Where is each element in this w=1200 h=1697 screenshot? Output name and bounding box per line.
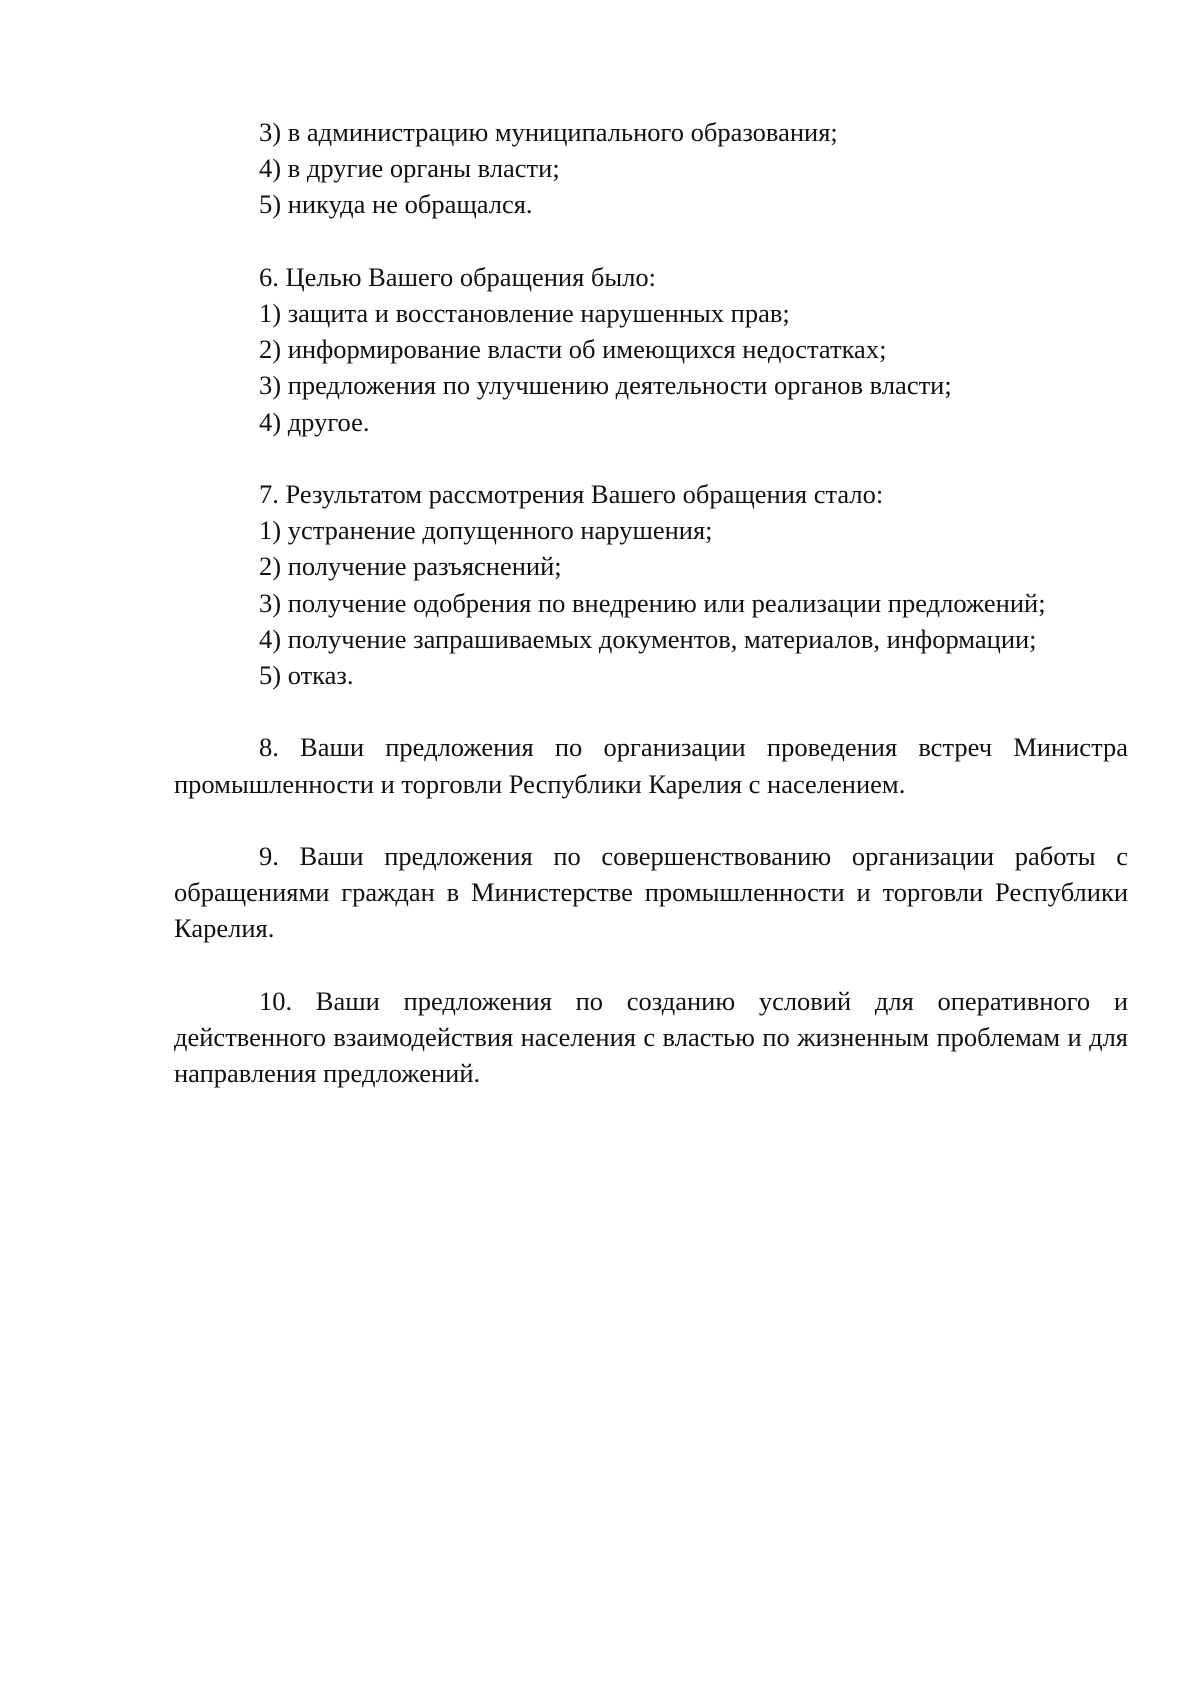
spacer — [174, 802, 1128, 838]
option-item: 5) никуда не обращался. — [259, 189, 533, 220]
spacer — [174, 223, 1128, 259]
spacer — [174, 693, 1128, 729]
option-item: 4) в другие органы власти; — [259, 153, 560, 184]
option-item: 1) устранение допущенного нарушения; — [259, 515, 713, 546]
spacer — [174, 947, 1128, 983]
option-item: 5) отказ. — [259, 660, 354, 691]
option-item: 3) в администрацию муниципального образования; — [259, 117, 838, 147]
question-text: 6. Целью Вашего обращения было: — [259, 261, 657, 292]
option-item: 4) получение запрашиваемых документов, материалов, информации; — [259, 623, 1037, 654]
document-body — [174, 114, 1128, 1091]
spacer — [174, 440, 1128, 476]
option-item: 3) получение одобрения по внедрению или реализации предложений; — [259, 587, 1046, 618]
question-text: 7. Результатом рассмотрения Вашего обращения стало: — [259, 479, 884, 509]
question-6 — [174, 259, 1128, 440]
question-8: 8. Ваши предложения по организации проведения встреч Министра промышленности и торговли Республики Карелия с населением. — [174, 732, 1128, 799]
question-5-options — [174, 114, 1128, 223]
question-10: 10. Ваши предложения по созданию условий для оперативного и действенного взаимодействия населения с властью по жизненным проблемам и для направления предложений. — [174, 985, 1128, 1089]
option-item: 2) получение разъяснений; — [259, 551, 562, 582]
question-9: 9. Ваши предложения по совершенствованию организации работы с обращениями граждан в Министерстве промышленности и торговли Республики Карелия. — [174, 841, 1128, 944]
question-7 — [174, 476, 1128, 693]
option-item: 4) другое. — [259, 406, 370, 437]
option-item: 1) защита и восстановление нарушенных прав; — [259, 298, 790, 328]
option-item: 3) предложения по улучшению деятельности органов власти; — [259, 370, 952, 401]
option-item: 2) информирование власти об имеющихся недостатках; — [259, 334, 887, 365]
